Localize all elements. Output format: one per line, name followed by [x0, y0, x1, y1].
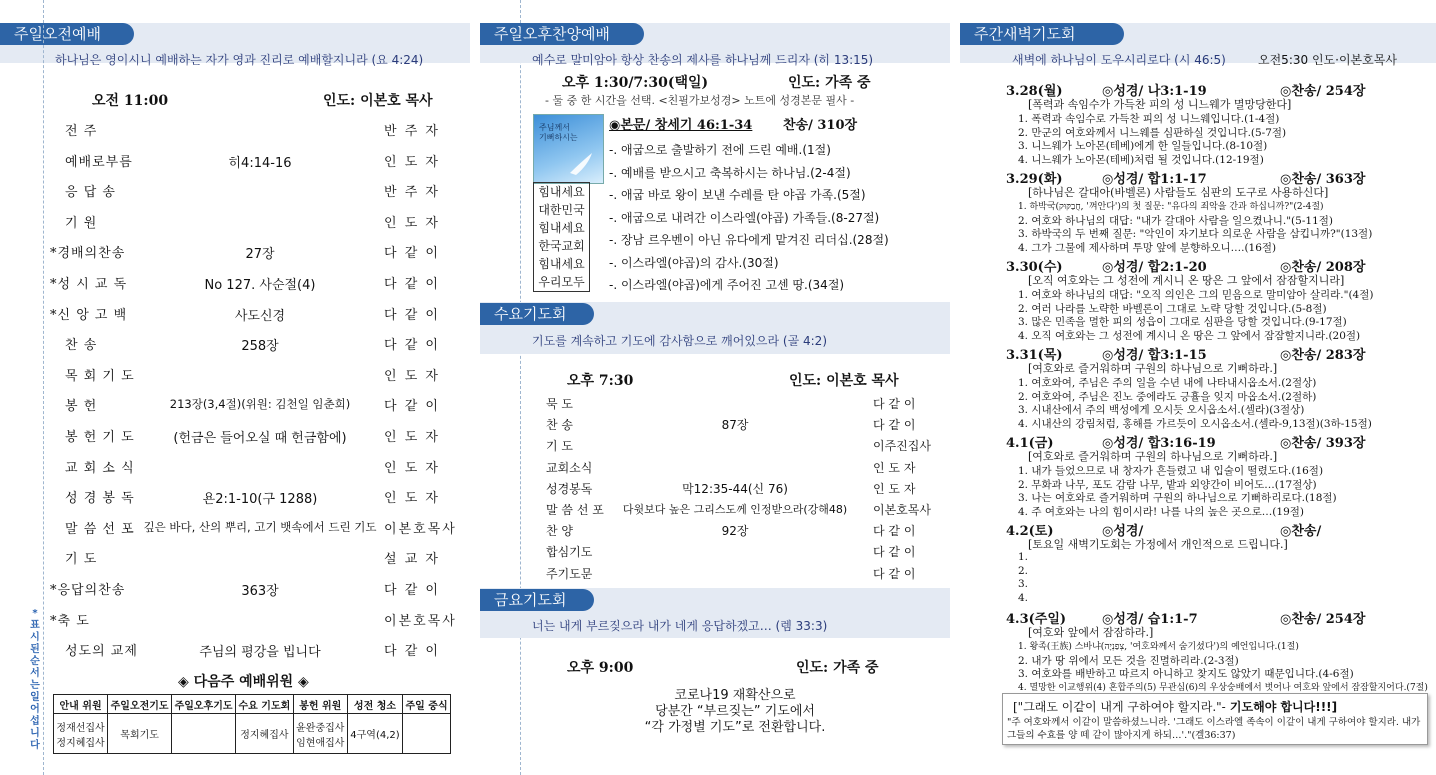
order-item: 묵 도 — [546, 397, 573, 411]
order-person: 다 같 이 — [873, 418, 916, 433]
order-detail: 258장 — [241, 339, 279, 355]
order-person: 이본호목사 — [384, 613, 457, 629]
standing-note: *표시된 순서는 일어섭니다 — [30, 608, 40, 751]
day-item: 4. 니느웨가 노아몬(테베)처럼 될 것입니다.(12-19절) — [1018, 153, 1264, 166]
order-item: *응답의찬송 — [50, 583, 126, 598]
sunday-morning-section — [0, 0, 470, 775]
cheer-line: 대한민국 — [538, 203, 585, 217]
order-person: 다 같 이 — [873, 397, 916, 411]
day-item: 2. 만군의 여호와께서 니느웨를 심판하실 것입니다.(5-7절) — [1018, 126, 1287, 139]
section-verse: 기도를 계속하고 기도에 감사함으로 깨어있으라 (골 4:2) — [532, 334, 827, 348]
day-item: 4. 오직 여호와는 그 성전에 계시니 온 땅은 그 앞에서 잠잠할지니라.(20절) — [1018, 329, 1361, 342]
closing-box — [1002, 693, 1428, 745]
illustration-caption: 주님께서 기뻐하시는 — [539, 123, 578, 142]
day-scripture: ◎성경/ 합3:16-19 — [1102, 436, 1216, 451]
order-item: 찬 송 — [546, 418, 573, 433]
day-theme: [여호와 앞에서 잠잠하라.] — [1028, 626, 1154, 639]
order-person: 다 같 이 — [384, 399, 440, 415]
order-item: 응 답 송 — [65, 185, 116, 201]
order-item: 성 경 봉 독 — [65, 491, 135, 507]
notice-line: 코로나19 재확산으로 — [674, 688, 796, 703]
closing-heading-a: ["그래도 이같이 내게 구하여야 할지라."- — [1013, 700, 1226, 714]
day-hymn: ◎찬송/ 363장 — [1280, 172, 1366, 187]
order-detail: 213장(3,4절)(위원: 김천일 임춘희) — [169, 397, 351, 412]
order-person: 이본호목사 — [873, 503, 931, 517]
order-person: 다 같 이 — [873, 566, 916, 581]
order-detail: 363장 — [241, 584, 279, 599]
order-person: 다 같 이 — [384, 644, 440, 660]
order-item: 예배로부름 — [65, 154, 133, 170]
day-item: 2. 여러 나라를 노략한 바벨론이 그대로 노략 당할 것입니다.(5-8절) — [1018, 302, 1327, 315]
day-item: 1. 여호와여, 주님은 주의 일을 수년 내에 나타내시옵소서.(2절상) — [1018, 377, 1317, 389]
day-theme: [여호와로 즐거워하며 구원의 하나님으로 기뻐하라.] — [1028, 362, 1278, 375]
day-item: 1. 하박국(חֲבַקּוּק, '껴안다')의 첫 질문: "유다의 죄악을 간과 하십니까?"(2-4절) — [1018, 202, 1324, 212]
day-scripture: ◎성경/ 합3:1-15 — [1102, 348, 1207, 363]
committee-value: 윤완중집사 임현애집사 — [293, 714, 347, 754]
section-verse: 예수로 말미암아 항상 찬송의 제사를 하나님께 드리자 (히 13:15) — [532, 53, 874, 67]
day-hymn: ◎찬송/ — [1280, 524, 1322, 539]
day-item: 3. — [1018, 578, 1029, 590]
day-item: 4. 그가 그물에 제사하며 투망 앞에 분향하오니….(16절) — [1018, 241, 1277, 254]
order-detail: 27장 — [245, 247, 275, 263]
committee-header: 성전 청소 — [347, 695, 402, 714]
section-title: 금요기도회 — [480, 589, 594, 611]
day-item: 2. 내가 땅 위에서 모든 것을 진멸하리라.(2-3절) — [1018, 654, 1239, 667]
sermon-point: -. 애굽으로 출발하기 전에 드린 예배.(1절) — [609, 143, 831, 157]
order-item: 교회소식 — [546, 460, 593, 475]
order-item: 찬 송 — [65, 338, 98, 354]
order-person: 다 같 이 — [873, 524, 916, 539]
order-person: 다 같 이 — [384, 583, 440, 598]
dawn-prayer-section — [960, 0, 1436, 775]
wednesday-time: 오후 7:30 — [567, 373, 634, 389]
wednesday-leader: 인도: 이본호 목사 — [789, 373, 899, 389]
order-person: 인 도 자 — [384, 154, 440, 170]
sermon-point: -. 애굽으로 내려간 이스라엘(야곱) 가족들.(8-27절) — [609, 210, 880, 225]
cheer-line: 우리모두 — [538, 275, 585, 289]
day-hymn: ◎찬송/ 208장 — [1280, 260, 1366, 275]
day-item: 4. — [1018, 591, 1029, 604]
day-item: 2. — [1018, 564, 1029, 577]
next-committee-table — [53, 694, 451, 754]
order-item: *축 도 — [50, 613, 90, 629]
order-person: 다 같 이 — [384, 338, 440, 354]
day-theme: [폭력과 속임수가 가득찬 피의 성 니느웨가 멸망당한다] — [1028, 98, 1292, 111]
order-detail: 다윗보다 높은 그리스도께 인정받으라(강해48) — [622, 503, 848, 516]
order-detail: 히4:14-16 — [228, 155, 292, 171]
order-item: *성 시 교 독 — [50, 277, 128, 292]
afternoon-leader: 인도: 가족 중 — [788, 75, 871, 91]
order-detail: 주님의 평강을 빕니다 — [199, 645, 321, 661]
committee-value: 4구역(4,2) — [347, 714, 402, 754]
committee-value: 정지혜집사 — [236, 714, 294, 754]
committee-header: 주일오전기도 — [108, 695, 172, 714]
afternoon-text: ◉본문/ 창세기 46:1-34 — [609, 118, 753, 133]
order-item: *경배의찬송 — [50, 246, 126, 262]
column-divider — [43, 0, 44, 775]
order-item: 전 주 — [65, 124, 98, 139]
section-verse: 새벽에 하나님이 도우시리로다 (시 46:5) — [1012, 53, 1226, 67]
day-heading: 4.1(금) — [1006, 436, 1054, 451]
order-person: 인 도 자 — [384, 430, 440, 445]
day-theme: [토요일 새벽기도회는 가정에서 개인적으로 드립니다.] — [1028, 538, 1288, 551]
day-hymn: ◎찬송/ 254장 — [1280, 612, 1366, 627]
order-item: *신 앙 고 백 — [50, 307, 128, 323]
day-scripture: ◎성경/ 나3:1-19 — [1102, 84, 1207, 99]
day-item: 2. 무화과 나무, 포도 감람 나무, 밭과 외양간이 비어도…(17절상) — [1018, 478, 1317, 491]
cheer-line: 힘내세요 — [538, 221, 585, 235]
order-item: 말 씀 선 포 — [546, 503, 604, 517]
day-item: 2. 여호와 하나님의 대답: "내가 갈대아 사람을 일으켰나니."(5-11절) — [1018, 214, 1333, 227]
sermon-point: -. 장남 르우벤이 아닌 유다에게 맡겨진 리더십.(28절) — [609, 233, 889, 247]
section-title: 주일오후찬양예배 — [480, 23, 644, 45]
committee-value — [403, 714, 451, 754]
day-heading: 3.30(수) — [1006, 260, 1063, 275]
day-item: 4. 주 여호와는 나의 힘이시라! 나를 나의 높은 곳으로…(19절) — [1018, 505, 1304, 518]
day-item: 3. 많은 민족을 멸한 피의 성읍이 그대로 심판을 당할 것입니다.(9-17절) — [1018, 316, 1347, 328]
day-item: 3. 니느웨가 노아몬(테베)에게 한 일들입니다.(8-10절) — [1018, 140, 1268, 152]
order-item: 성경봉독 — [546, 481, 593, 496]
friday-leader: 인도: 가족 중 — [796, 660, 879, 676]
order-detail: 사도신경 — [234, 308, 286, 324]
committee-header: 봉헌 위원 — [293, 695, 347, 714]
order-detail: 막12:35-44(신 76) — [682, 481, 788, 496]
afternoon-note: - 둘 중 한 시간을 선택. <친필가보성경> 노트에 성경본문 필사 - — [545, 94, 855, 107]
order-item: 목 회 기 도 — [65, 368, 135, 384]
day-hymn: ◎찬송/ 283장 — [1280, 348, 1366, 363]
committee-header: 주일오후기도 — [172, 695, 236, 714]
day-theme: [여호와로 즐거워하며 구원의 하나님으로 기뻐하라.] — [1028, 450, 1278, 463]
sermon-point: -. 이스라엘(야곱)에게 주어진 고센 땅.(34절) — [609, 278, 845, 292]
committee-header: 주일 중식 — [403, 695, 451, 714]
service-time: 오전 11:00 — [92, 93, 169, 109]
day-item: 3. 여호와를 배반하고 따르지 아니하고 찾지도 않았기 때문입니다.(4-6절) — [1018, 668, 1354, 680]
committee-header: 수요 기도회 — [236, 695, 294, 714]
day-heading: 3.28(월) — [1006, 84, 1063, 99]
section-title: 수요기도회 — [480, 303, 594, 325]
order-person: 설 교 자 — [384, 552, 440, 568]
friday-time: 오후 9:00 — [567, 660, 634, 676]
day-heading: 3.31(목) — [1006, 348, 1063, 363]
order-person: 반 주 자 — [384, 124, 440, 139]
order-item: 봉 헌 기 도 — [65, 430, 135, 445]
order-person: 다 같 이 — [384, 277, 440, 292]
day-heading: 3.29(화) — [1006, 172, 1063, 187]
committee-value: 정재선집사 정지혜집사 — [54, 714, 108, 754]
order-person: 다 같 이 — [384, 246, 440, 262]
committee-header: 안내 위원 — [54, 695, 108, 714]
day-scripture: ◎성경/ 합1:1-17 — [1102, 172, 1207, 187]
order-item: 기 도 — [65, 552, 98, 568]
sermon-point: -. 애굽 바로 왕이 보낸 수레를 탄 야곱 가족.(5절) — [609, 188, 866, 202]
day-item: 3. 나는 여호와로 즐거워하며 구원의 하나님으로 기뻐하리로다.(18절) — [1018, 492, 1337, 504]
order-item: 성도의 교제 — [65, 644, 138, 660]
notice-line: “각 가정별 기도”로 전환합니다. — [644, 720, 826, 735]
order-person: 다 같 이 — [384, 307, 440, 323]
day-heading: 4.3(주일) — [1006, 612, 1067, 627]
order-detail: 92장 — [721, 524, 749, 539]
closing-heading — [1013, 698, 1337, 715]
order-person: 반 주 자 — [384, 185, 440, 201]
order-item: 말 씀 선 포 — [65, 521, 135, 537]
order-detail: (헌금은 들어오실 때 헌금함에) — [173, 431, 347, 446]
day-item: 3. 하박국의 두 번째 질문: "악인이 자기보다 의로운 사람을 삼킵니까?"(13절) — [1018, 228, 1373, 240]
day-scripture: ◎성경/ — [1102, 524, 1144, 539]
order-person: 다 같 이 — [873, 545, 916, 560]
day-heading: 4.2(토) — [1006, 524, 1054, 539]
order-person: 인 도 자 — [384, 491, 440, 507]
day-item: 1. 내가 들었으므로 내 창자가 흔들렸고 내 입술이 떨렸도다.(16절) — [1018, 465, 1324, 477]
order-person: 인 도 자 — [384, 368, 440, 384]
service-leader: 인도: 이본호 목사 — [323, 93, 433, 109]
committee-value — [172, 714, 236, 754]
day-item: 4. 멸망한 이교행위(4) 혼합주의(5) 무관심(6)의 우상숭배에서 벗어나 여호와 앞에서 잠잠할지어다.(7절) — [1018, 682, 1428, 693]
afternoon-time: 오후 1:30/7:30(택일) — [562, 75, 709, 91]
day-item: 1. — [1018, 551, 1029, 563]
sermon-point: -. 예배를 받으시고 축복하시는 하나님.(2-4절) — [609, 165, 851, 180]
day-item: 1. 왕족(王族) 스바냐(צְפַנְיָה, '여호와께서 숨기셨다')의 예언입니다.(1절) — [1018, 642, 1299, 652]
order-item: 봉 헌 — [65, 399, 98, 415]
order-item: 기 도 — [546, 439, 573, 454]
order-detail: 깊은 바다, 산의 뿌리, 고기 뱃속에서 드린 기도 — [143, 519, 377, 534]
order-item: 교 회 소 식 — [65, 460, 135, 476]
order-item: 기 원 — [65, 215, 98, 231]
day-hymn: ◎찬송/ 393장 — [1280, 436, 1366, 451]
day-theme: [오직 여호와는 그 성전에 계시니 온 땅은 그 앞에서 잠잠할지니라] — [1028, 274, 1345, 287]
order-person: 인 도 자 — [384, 460, 440, 476]
next-committee-title: ◈ 다음주 예배위원 ◈ — [178, 674, 309, 690]
section-title: 주간새벽기도회 — [960, 23, 1124, 45]
day-item: 1. 폭력과 속임수로 가득찬 피의 성 니느웨입니다.(1-4절) — [1018, 113, 1280, 125]
notice-line: 당분간 “부르짖는” 기도에서 — [655, 704, 815, 719]
order-person: 이본호목사 — [384, 521, 457, 537]
day-item: 1. 여호와 하나님의 대답: "오직 의인은 그의 믿음으로 말미암아 살리라."(4절) — [1018, 289, 1374, 301]
cheer-line: 힘내세요 — [538, 257, 585, 271]
friday-section — [480, 0, 950, 775]
cheer-line: 힘내세요 — [538, 185, 585, 199]
order-person: 이주진집사 — [873, 439, 931, 454]
dawn-time-leader: 오전5:30 인도·이본호목사 — [1258, 53, 1397, 67]
order-person: 인 도 자 — [384, 215, 440, 231]
sermon-point: -. 이스라엘(야곱)의 감사.(30절) — [609, 255, 779, 270]
day-scripture: ◎성경/ 합2:1-20 — [1102, 260, 1207, 275]
order-person: 인 도 자 — [873, 460, 916, 475]
order-detail: 87장 — [721, 418, 749, 433]
order-person: 인 도 자 — [873, 481, 916, 496]
day-item: 3. 시내산에서 주의 백성에게 오시듯 오시옵소서.(셀라)(3절상) — [1018, 404, 1305, 416]
afternoon-hymn: 찬송/ 310장 — [783, 118, 858, 133]
day-theme: [하나님은 갈대아(바벨론) 사람들도 심판의 도구로 사용하신다] — [1028, 186, 1329, 199]
order-item: 합심기도 — [546, 545, 593, 560]
cheer-line: 한국교회 — [538, 239, 585, 253]
committee-value: 목회기도 — [108, 714, 172, 754]
closing-heading-b: 기도해야 합니다!!!] — [1225, 700, 1338, 714]
order-detail: No 127. 사순절(4) — [204, 278, 316, 293]
section-verse: 하나님은 영이시니 예배하는 자가 영과 진리로 예배할지니라 (요 4:24) — [55, 53, 424, 67]
day-hymn: ◎찬송/ 254장 — [1280, 84, 1366, 99]
section-verse: 너는 내게 부르짖으라 내가 네게 응답하겠고… (렘 33:3) — [532, 619, 828, 633]
day-item: 2. 여호와여, 주님은 진노 중에라도 긍휼을 잊지 마옵소서.(2절하) — [1018, 390, 1317, 403]
closing-text: "주 여호와께서 이같이 말씀하셨느니라. '그래도 이스라엘 족속이 이같이 내게 구하여야 할지라. 내가 그들의 수효를 양 떼 같이 많아지게 하되…'."(겔36:37) — [1007, 717, 1421, 741]
day-scripture: ◎성경/ 습1:1-7 — [1102, 612, 1198, 627]
section-title: 주일오전예배 — [0, 23, 134, 45]
order-item: 주기도문 — [546, 566, 593, 581]
day-item: 4. 시내산의 강림처럼, 홍해를 가르듯이 오시옵소서.(셀라-9,13절)(3하-15절) — [1018, 417, 1372, 430]
order-item: 찬 양 — [546, 524, 573, 539]
order-detail: 욘2:1-10(구 1288) — [202, 492, 318, 508]
